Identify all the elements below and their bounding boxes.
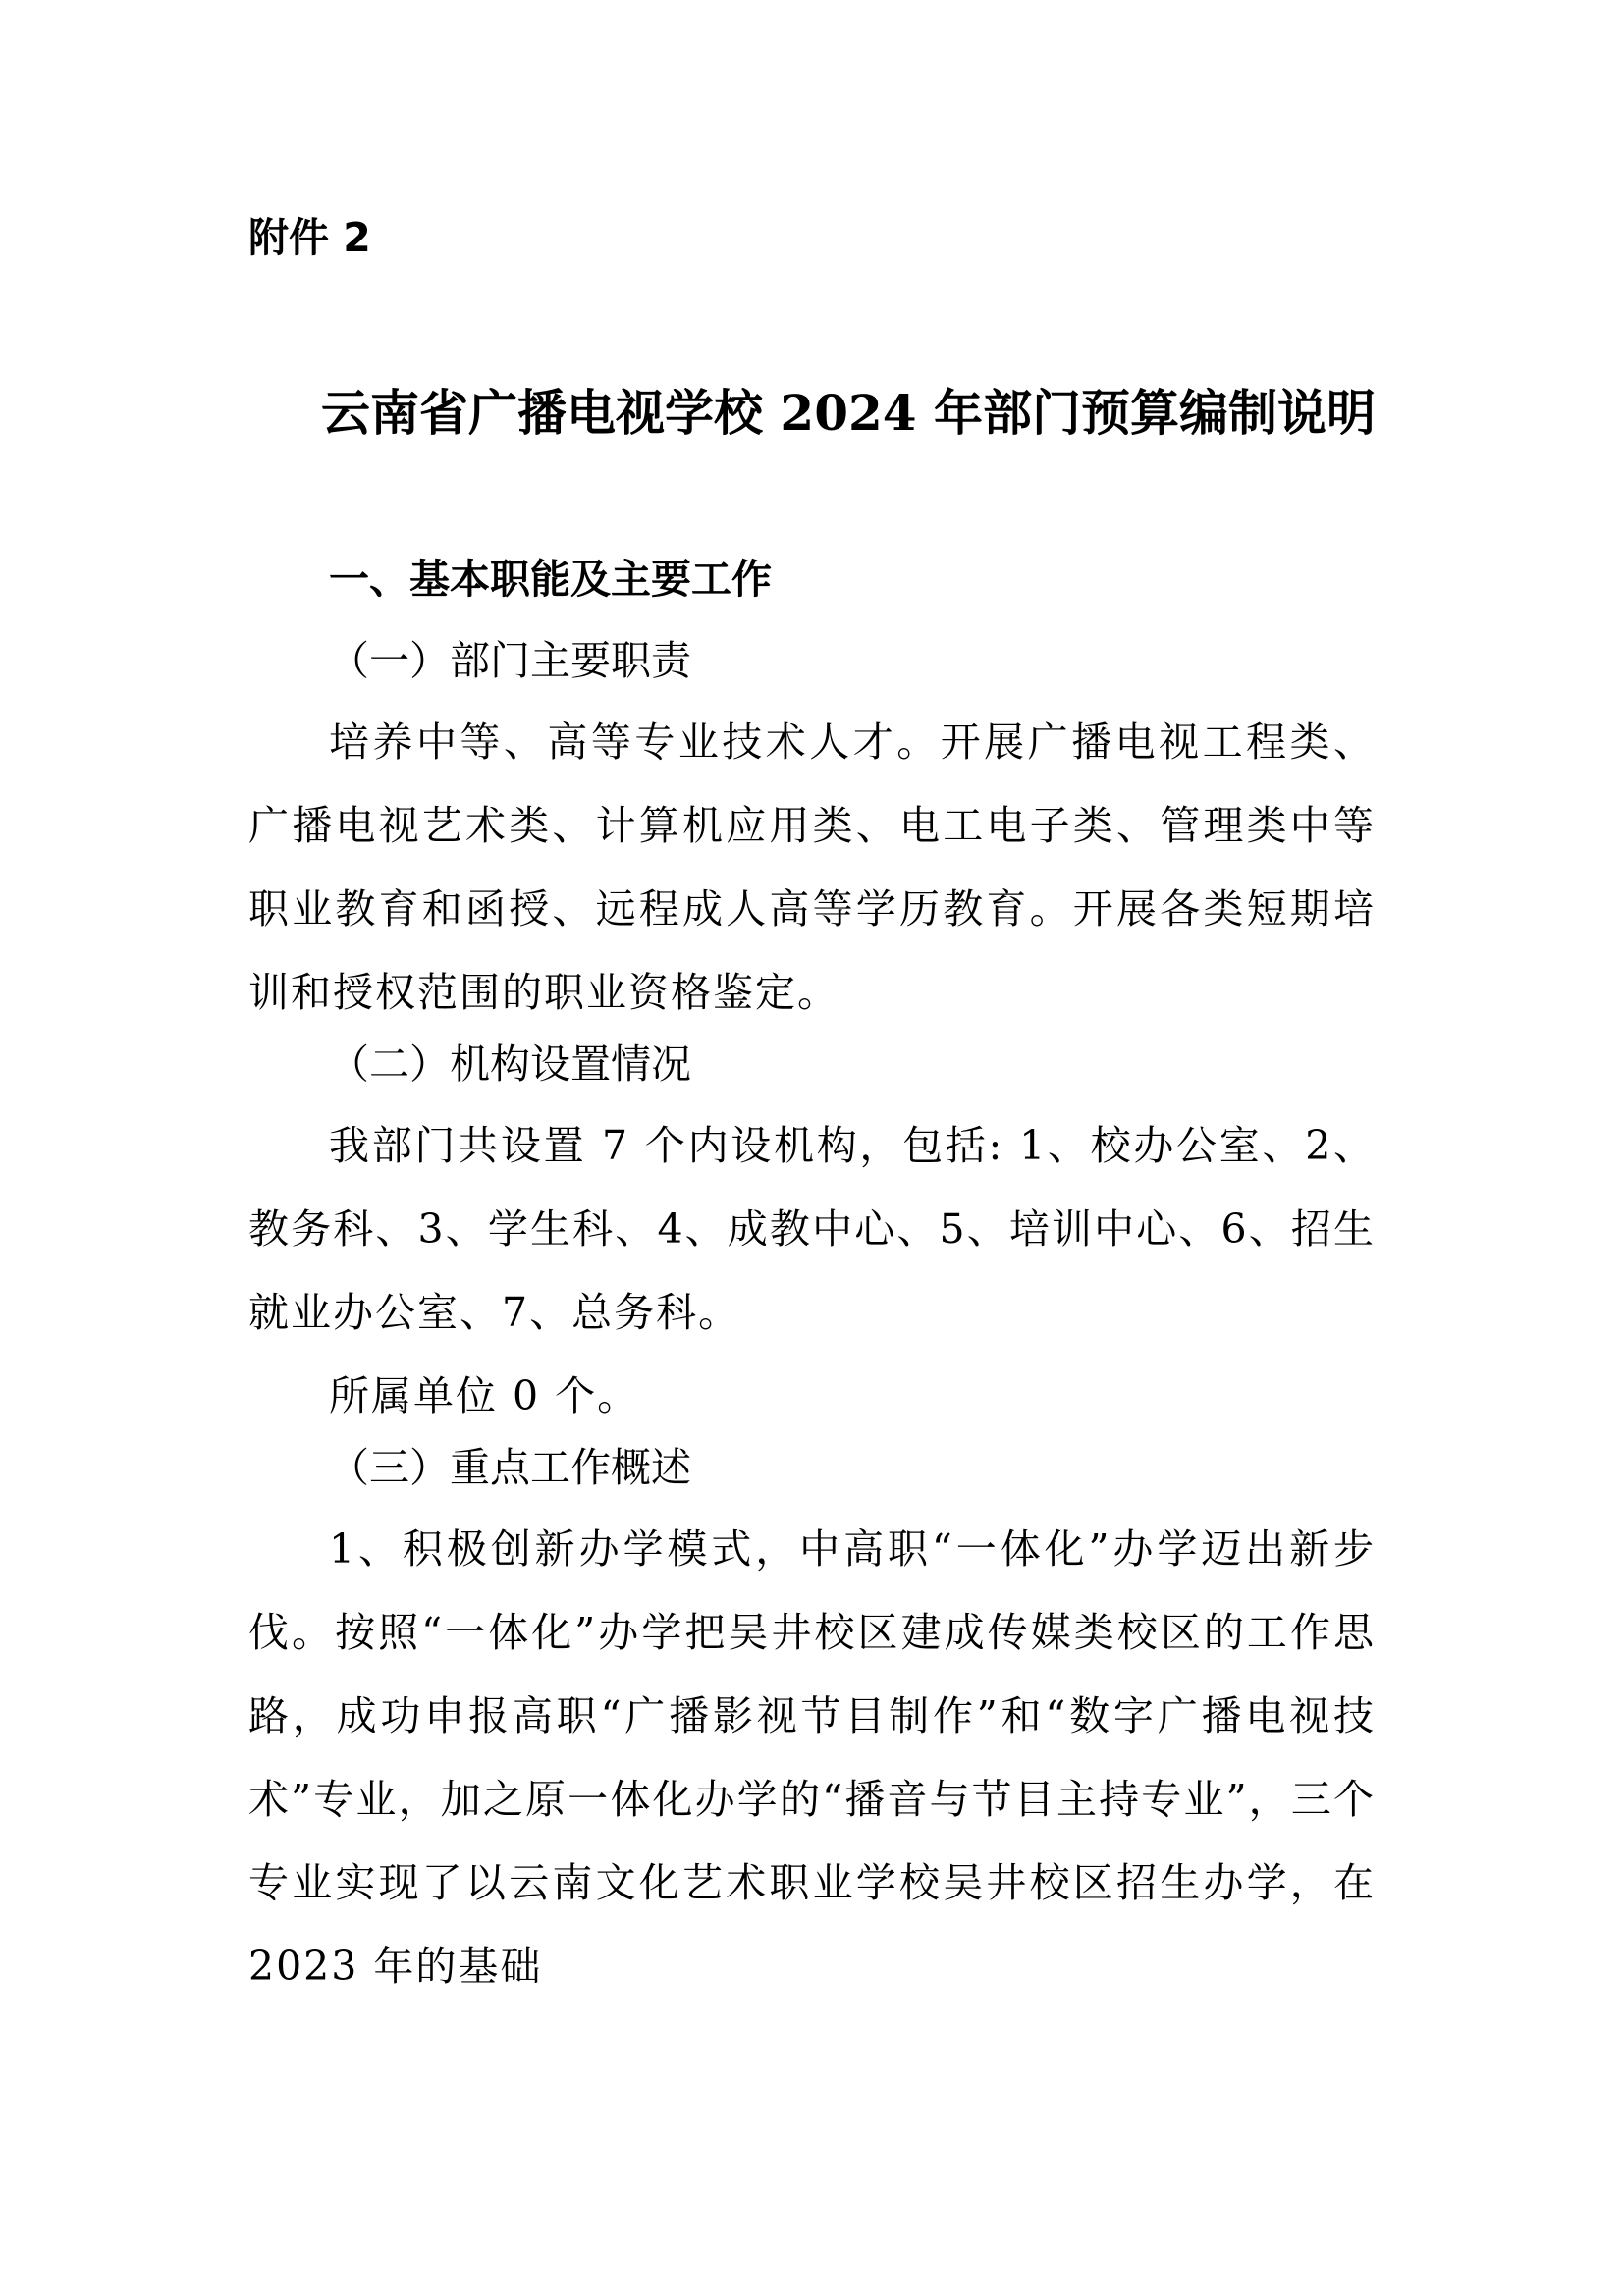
subsection-heading-organization: （二）机构设置情况 bbox=[329, 1041, 691, 1088]
section-heading-basic-functions: 一、基本职能及主要工作 bbox=[329, 556, 772, 603]
document-title: 云南省广播电视学校 2024 年部门预算编制说明 bbox=[321, 384, 1376, 442]
paragraph-key-work: 1、积极创新办学模式，中高职“一体化”办学迈出新步伐。按照“一体化”办学把吴井校区建成传媒类校区的工作思路，成功申报高职“广播影视节目制作”和“数字广播电视技术”专业，加之原一体化办学的“播音与节目主持专业”，三个专业实现了以云南文化艺术职业学校吴井校区招生办学，在 2023 年的基础 bbox=[248, 1525, 1376, 1990]
paragraph-main-duties: 培养中等、高等专业技术人才。开展广播电视工程类、广播电视艺术类、计算机应用类、电工电子类、管理类中等职业教育和函授、远程成人高等学历教育。开展各类短期培训和授权范围的职业资格鉴定。 bbox=[248, 719, 1376, 1016]
subsection-heading-main-duties: （一）部门主要职责 bbox=[329, 637, 691, 684]
subsection-heading-key-work: （三）重点工作概述 bbox=[329, 1444, 691, 1491]
attachment-label: 附件 2 bbox=[248, 214, 371, 261]
document-body bbox=[248, 550, 1376, 2020]
paragraph-affiliated-units: 所属单位 0 个。 bbox=[329, 1372, 640, 1419]
paragraph-organization: 我部门共设置 7 个内设机构，包括: 1、校办公室、2、教务科、3、学生科、4、成教中心、5、培训中心、6、招生就业办公室、7、总务科。 bbox=[248, 1122, 1376, 1336]
